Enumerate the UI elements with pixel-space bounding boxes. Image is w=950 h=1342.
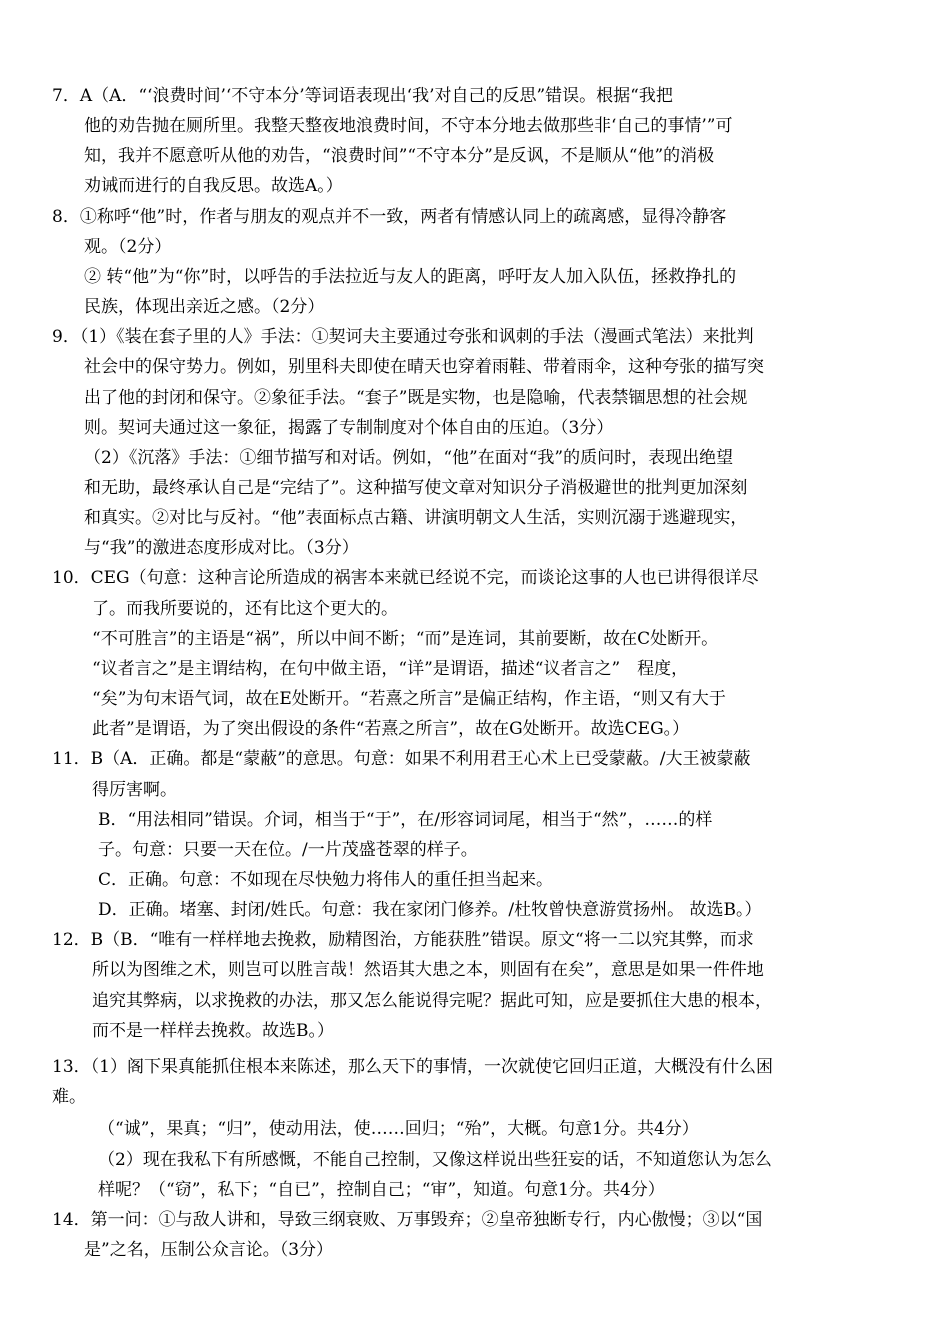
text-line-2: 他的劝告抛在厕所里。我整天整夜地浪费时间，不守本分地去做那些非‘自己的事情’”可 — [84, 116, 733, 136]
text-line-6: 观。（2分） — [84, 237, 172, 257]
text-line-9: 9．（1）《装在套子里的人》手法：①契诃夫主要通过夸张和讽刺的手法（漫画式笔法）来批判 — [52, 327, 754, 347]
text-line-35: （“诚”，果真；“归”，使动用法，使……回归；“殆”，大概。句意1分。共4分） — [98, 1119, 699, 1139]
text-line-30: 所以为图维之术，则岂可以胜言哉！然语其大患之本，则固有在矣”，意思是如果一件件地 — [92, 960, 764, 980]
text-line-21: “矣”为句末语气词，故在E处断开。“若熹之所言”是偏正结构，作主语，“则又有大于 — [92, 689, 726, 709]
text-line-5: 8．①称呼“他”时，作者与朋友的观点并不一致，两者有情感认同上的疏离感，显得冷静客 — [52, 207, 727, 227]
text-line-29: 12．B（B．“唯有一样样地去挽救，励精图治，方能获胜”错误。原文“将一二以究其弊，而求 — [52, 930, 754, 950]
text-line-39: 是”之名，压制公众言论。（3分） — [84, 1240, 334, 1260]
text-line-14: 和无助，最终承认自己是“完结了”。这种描写使文章对知识分子消极避世的批判更加深刻 — [84, 478, 748, 498]
text-line-26: 子。句意：只要一天在位。/一片茂盛苍翠的样子。 — [98, 840, 478, 860]
text-line-25: B．“用法相同”错误。介词，相当于“于”，在/形容词词尾，相当于“然”，……的样 — [98, 810, 713, 830]
text-line-31: 追究其弊病，以求挽救的办法，那又怎么能说得完呢？据此可知，应是要抓住大患的根本， — [92, 991, 772, 1011]
text-line-1: 7．A（A．“‘浪费时间’‘不守本分’等词语表现出‘我’对自己的反思”错误。根据“我把 — [52, 86, 673, 106]
text-line-8: 民族，体现出亲近之感。（2分） — [84, 297, 325, 317]
text-line-19: “不可胜言”的主语是“祸”，所以中间不断；“而”是连词，其前要断，故在C处断开。 — [92, 629, 719, 649]
text-line-7: ② 转“他”为“你”时，以呼告的手法拉近与友人的距离，呼吁友人加入队伍，拯救挣扎的 — [84, 267, 737, 287]
text-line-23: 11．B（A．正确。都是“蒙蔽”的意思。句意：如果不利用君王心术上已受蒙蔽。/大王被蒙蔽 — [52, 749, 751, 769]
text-line-20: “议者言之”是主谓结构，在句中做主语，“详”是谓语，描述“议者言之” 程度， — [92, 659, 689, 679]
text-line-38: 14．第一问：①与敌人讲和，导致三纲衰败、万事毁弃；②皇帝独断专行，内心傲慢；③以“国 — [52, 1210, 763, 1230]
text-line-10: 社会中的保守势力。例如，别里科夫即使在晴天也穿着雨鞋、带着雨伞，这种夸张的描写突 — [84, 357, 764, 377]
text-line-11: 出了他的封闭和保守。②象征手法。“套子”既是实物，也是隐喻，代表禁锢思想的社会规 — [84, 388, 748, 408]
text-line-27: C．正确。句意：不如现在尽快勉力将伟人的重任担当起来。 — [98, 870, 554, 890]
text-line-13: （2）《沉落》手法：①细节描写和对话。例如，“他”在面对“我”的质问时，表现出绝望 — [84, 448, 734, 468]
text-line-17: 10．CEG（句意：这种言论所造成的祸害本来就已经说不完，而谈论这事的人也已讲得很详尽 — [52, 568, 759, 588]
text-line-15: 和真实。②对比与反衬。“他”表面标点古籍、讲演明朝文人生活，实则沉溺于逃避现实， — [84, 508, 748, 528]
text-line-16: 与“我”的激进态度形成对比。（3分） — [84, 538, 359, 558]
text-line-36: （2）现在我私下有所感慨，不能自己控制，又像这样说出些狂妄的话，不知道您认为怎么 — [98, 1150, 772, 1170]
text-line-12: 则。契诃夫通过这一象征，揭露了专制制度对个体自由的压迫。（3分） — [84, 418, 614, 438]
text-line-18: 了。而我所要说的，还有比这个更大的。 — [92, 599, 398, 619]
text-line-33: 13．（1）阁下果真能抓住根本来陈述，那么天下的事情，一次就使它回归正道，大概没有什么困 — [52, 1057, 773, 1077]
text-line-3: 知，我并不愿意听从他的劝告，“浪费时间”“不守本分”是反讽，不是顺从“他”的消极 — [84, 146, 715, 166]
text-line-37: 样呢？（“窃”，私下；“自已”，控制自己；“审”，知道。句意1分。共4分） — [98, 1180, 665, 1200]
text-line-22: 此者”是谓语，为了突出假设的条件“若熹之所言”，故在G处断开。故选CEG。） — [92, 719, 690, 739]
text-line-24: 得厉害啊。 — [92, 780, 177, 800]
text-line-28: D．正确。堵塞、封闭/姓氏。句意：我在家闭门修养。/杜牧曾快意游赏扬州。 故选B。） — [98, 900, 762, 920]
text-line-34: 难。 — [52, 1087, 86, 1107]
text-line-4: 劝诫而进行的自我反思。故选A。） — [84, 176, 343, 196]
text-line-32: 而不是一样样去挽救。故选B。） — [92, 1021, 334, 1041]
